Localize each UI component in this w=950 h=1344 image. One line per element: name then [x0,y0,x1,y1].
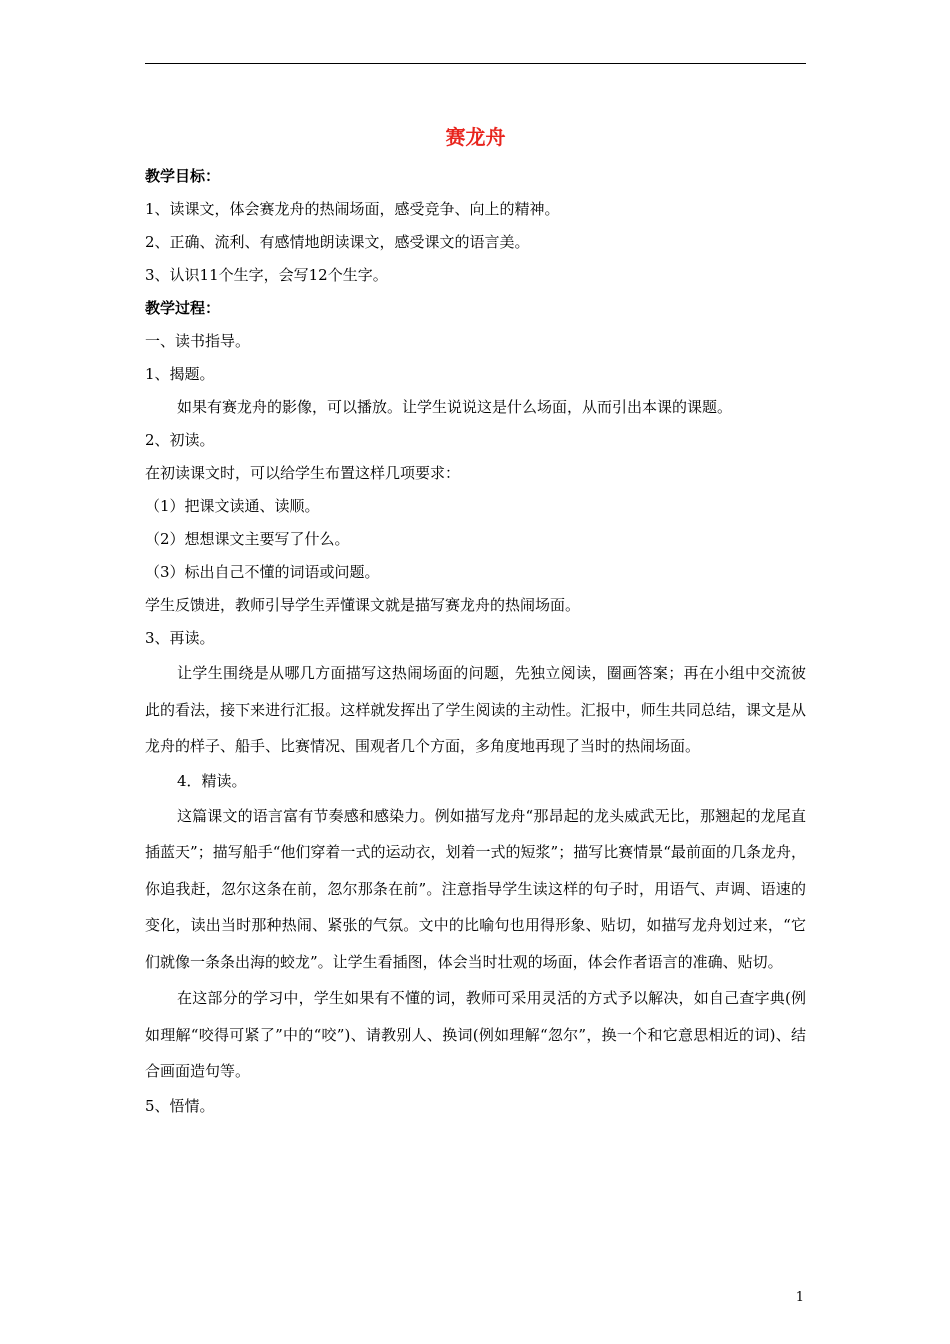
page-number: 1 [795,1290,804,1305]
step-heading: 5、悟情。 [145,1096,215,1115]
step-paragraph: 在这部分的学习中，学生如果有不懂的词，教师可采用灵活的方式予以解决，如自己查字典(例如理解“咬得可紧了”中的“咬”)、请教别人、换词(例如理解“忽尔”，换一个和它意思相近的词)、结合画面造句等。 [145,989,806,1080]
step-paragraph: 这篇课文的语言富有节奏感和感染力。例如描写龙舟“那昂起的龙头威武无比，那翘起的龙尾直插蓝天”；描写船手“他们穿着一式的运动衣，划着一式的短浆”；描写比赛情景“最前面的几条龙舟，你追我赶，忽尔这条在前，忽尔那条在前”。注意指导学生读这样的句子时，用语气、声调、语速的变化，读出当时那种热闹、紧张的气氛。文中的比喻句也用得形象、贴切，如描写龙舟划过来，“它们就像一条条出海的蛟龙”。让学生看插图，体会当时壮观的场面，体会作者语言的准确、贴切。 [145,806,806,971]
document-body [145,118,806,1123]
goal-item: 2、正确、流利、有感情地朗读课文，感受课文的语言美。 [145,233,530,251]
step-paragraph: 让学生围绕是从哪几方面描写这热闹场面的问题，先独立阅读，圈画答案；再在小组中交流彼此的看法，接下来进行汇报。这样就发挥出了学生阅读的主动性。汇报中，师生共同总结，课文是从龙舟的样子、船手、比赛情况、围观者几个方面，多角度地再现了当时的热闹场面。 [145,664,806,755]
header-rule [145,63,806,64]
list-item: （3）标出自己不懂的词语或问题。 [145,563,380,581]
step-heading: 3、再读。 [145,629,215,647]
list-item: （1）把课文读通、读顺。 [145,497,320,515]
step-heading: 2、初读。 [145,431,215,449]
step-heading: 4．精读。 [177,771,247,790]
heading-teaching-goals: 教学目标： [145,167,221,185]
goal-item: 3、认识11个生字，会写12个生字。 [145,266,388,284]
heading-teaching-process: 教学过程： [145,299,221,317]
document-title: 赛龙舟 [445,125,506,149]
step-text: 在初读课文时，可以给学生布置这样几项要求： [145,464,461,482]
list-item: （2）想想课文主要写了什么。 [145,530,350,548]
section-heading: 一、读书指导。 [145,332,251,350]
step-text: 如果有赛龙舟的影像，可以播放。让学生说说这是什么场面，从而引出本课的课题。 [177,398,733,416]
step-text: 学生反馈进，教师引导学生弄懂课文就是描写赛龙舟的热闹场面。 [145,596,581,614]
goal-item: 1、读课文，体会赛龙舟的热闹场面，感受竞争、向上的精神。 [145,200,560,218]
step-heading: 1、揭题。 [145,365,215,383]
